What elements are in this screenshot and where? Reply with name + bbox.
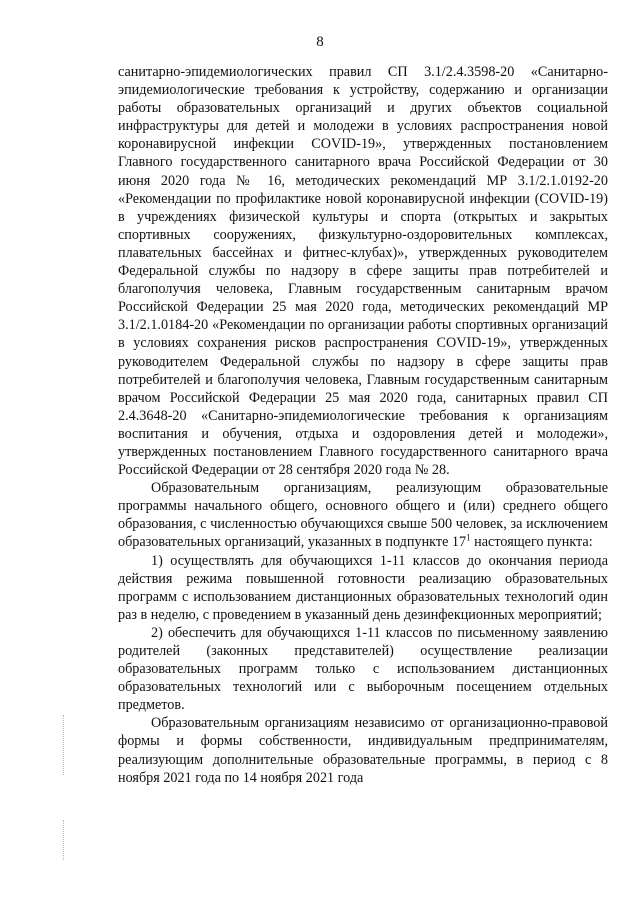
paragraph-additional-education: Образовательным организациям независимо от организационно-правовой формы и формы собственности, индивидуальным предпринимателям, реализующим дополнительные образовательные программы, в период с 8 ноября 2021 года по 14 ноября 2021 года	[118, 715, 608, 786]
paragraph-large-schools-tail: настоящего пункта:	[470, 534, 593, 551]
paragraph-large-schools-text: Образовательным организациям, реализующим образовательные программы начального общего, основного общего и (или) среднего общего образования, с численностью обучающихся свыше 500 человек, за исключением образовательных организаций, указанных в подпункте 17	[118, 480, 608, 551]
scan-margin-mark	[63, 715, 64, 775]
paragraph-regulations-list: санитарно-эпидемиологических правил СП 3.1/2.4.3598-20 «Санитарно-эпидемиологические требования к устройству, содержанию и организации работы образовательных организаций и других объектов социальной инфраструктуры для детей и молодежи в условиях распространения новой коронавирусной инфекции COVID-19», утвержденных постановлением Главного государственного санитарного врача Российской Федерации от 30 июня 2020 года № 16, методических рекомендаций МР 3.1/2.1.0192-20 «Рекомендации по профилактике новой коронавирусной инфекции (COVID-19) в учреждениях физической культуры и спорта (открытых и закрытых спортивных сооружениях, физкультурно-оздоровительных комплексах, плавательных бассейнах и фитнес-клубах)», утвержденных руководителем Федеральной службы по надзору в сфере защиты прав потребителей и благополучия человека, Главным государственным санитарным врачом Российской Федерации 25 мая 2020 года, методических рекомендаций МР 3.1/2.1.0184-20 «Рекомендации по организации работы спортивных организаций в условиях сохранения рисков распространения COVID-19», утвержденных руководителем Федеральной службы по надзору в сфере защиты прав потребителей и благополучия человека, Главным государственным санитарным врачом Российской Федерации 25 мая 2020 года, санитарных правил СП 2.4.3648-20 «Санитарно-эпидемиологические требования к организациям воспитания и обучения, отдыха и оздоровления детей и молодежи», утвержденных постановлением Главного государственного санитарного врача Российской Федерации от 28 сентября 2020 года № 28.	[118, 64, 608, 479]
page-number: 8	[316, 34, 324, 50]
scan-margin-mark	[63, 820, 64, 860]
list-item-2: 2) обеспечить для обучающихся 1-11 классов по письменному заявлению родителей (законных представителей) осуществление реализации образовательных программ только с использованием дистанционных образовательных технологий или с выборочным посещением отдельных предметов.	[118, 624, 608, 714]
list-item-1: 1) осуществлять для обучающихся 1-11 классов до окончания периода действия режима повышенной готовности реализацию образовательных программ с использованием дистанционных образовательных технологий один раз в неделю, с проведением в указанный день дезинфекционных мероприятий;	[118, 552, 608, 623]
paragraph-large-schools	[118, 479, 608, 551]
footnote-superscript: 1	[466, 532, 471, 543]
document-body	[118, 63, 608, 787]
